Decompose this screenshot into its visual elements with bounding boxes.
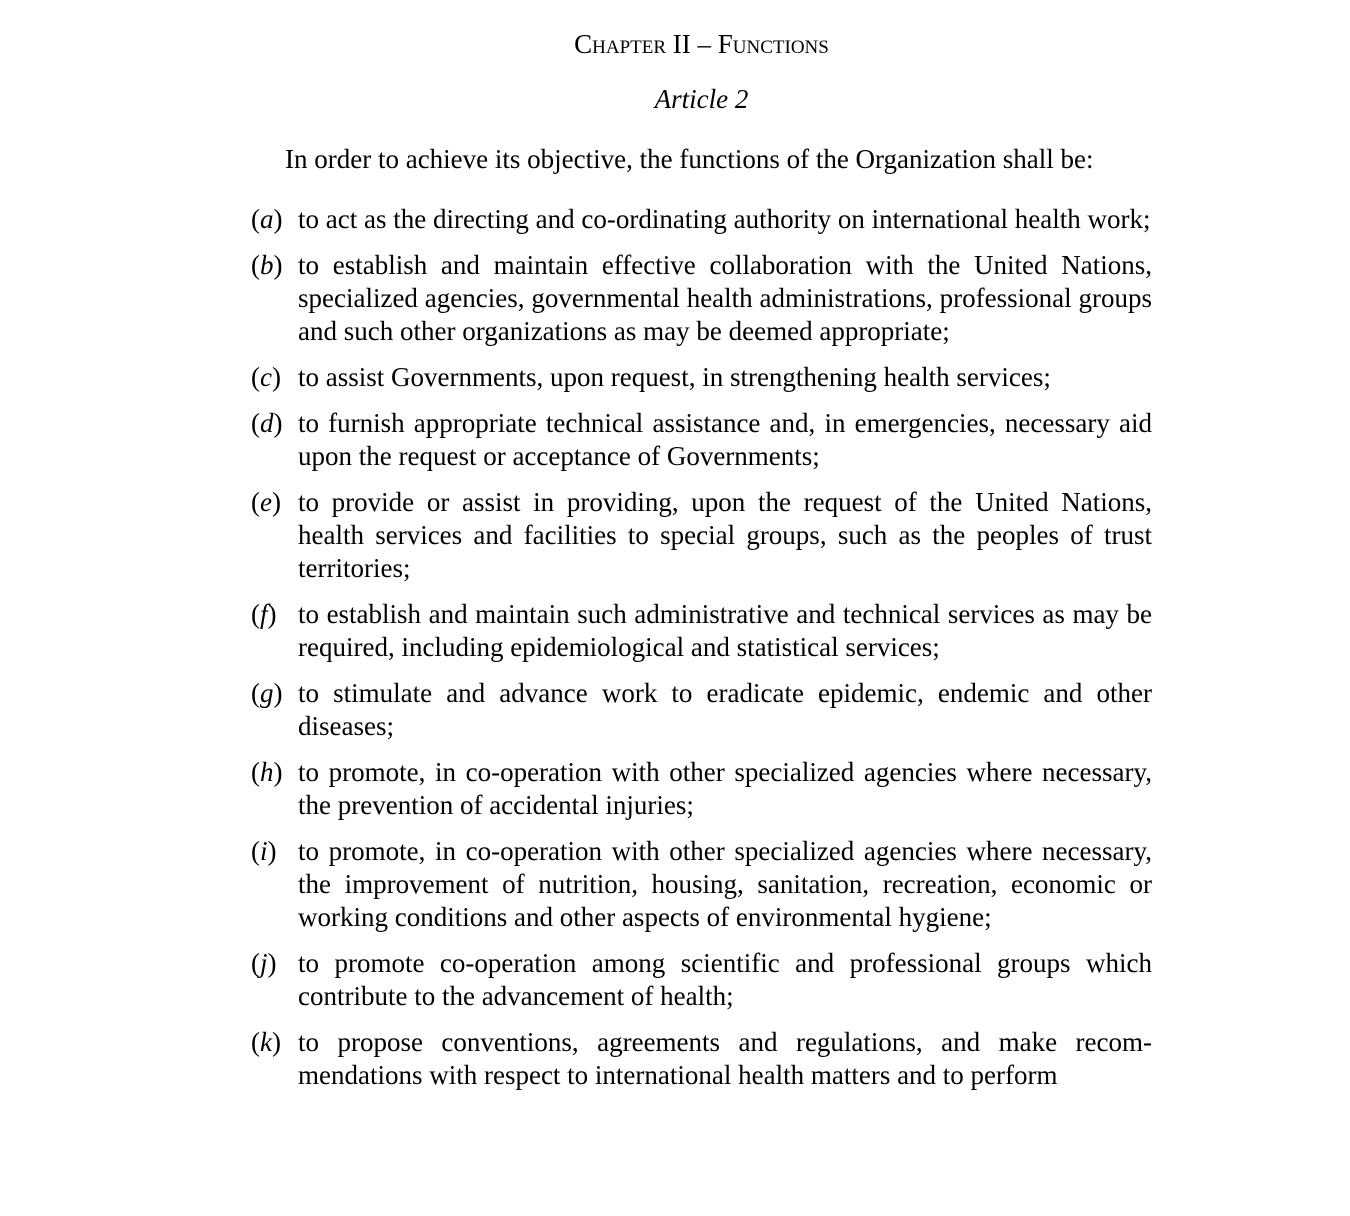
list-item [251, 407, 1152, 473]
list-item [251, 835, 1152, 934]
item-letter: d [260, 408, 274, 439]
list-item [251, 361, 1152, 394]
list-item [251, 756, 1152, 822]
item-letter: f [260, 599, 268, 630]
item-marker: (e) [251, 487, 281, 518]
item-text: to stimulate and advance work to eradicate epidemic, endemic and other diseases; [298, 678, 1152, 742]
item-text: to promote co-operation among scientific and professional groups which contribute to the advancement of health; [298, 948, 1152, 1012]
functions-list [251, 203, 1152, 1092]
item-marker: (d) [251, 408, 283, 439]
item-letter: b [260, 250, 274, 281]
list-item [251, 677, 1152, 743]
item-text: to assist Governments, upon request, in strengthening health services; [298, 362, 1051, 393]
item-marker: (j) [251, 948, 277, 979]
document-page [251, 0, 1152, 1105]
item-letter: h [260, 757, 274, 788]
item-letter: i [260, 836, 268, 867]
list-item [251, 947, 1152, 1013]
list-item [251, 598, 1152, 664]
item-text: to furnish appropriate technical assistance and, in emergencies, necessary aid upon the request or acceptance of Governments; [298, 408, 1152, 472]
list-item [251, 1026, 1152, 1092]
list-item [251, 486, 1152, 585]
item-marker: (h) [251, 757, 283, 788]
item-marker: (c) [251, 362, 281, 393]
item-marker: (b) [251, 250, 283, 281]
article-title: Article 2 [654, 84, 749, 115]
chapter-title: Chapter II – Functions [574, 29, 829, 59]
item-text: to propose conventions, agreements and regulations, and make recommendations with respect to international health matters and to perform [298, 1027, 1152, 1091]
item-text: to establish and maintain effective collaboration with the United Nations, specialized agencies, governmental health administrations, professional groups and such other organizations as may be deemed appropriate; [298, 250, 1152, 347]
item-text: to provide or assist in providing, upon the request of the United Nations, health services and facilities to special groups, such as the peoples of trust territories; [298, 487, 1152, 584]
item-letter: e [260, 487, 272, 518]
item-text: to act as the directing and co-ordinating authority on international health work; [298, 204, 1151, 235]
item-text: to promote, in co-operation with other specialized agencies where necessary, the prevention of accidental injuries; [298, 757, 1152, 821]
list-item [251, 249, 1152, 348]
item-letter: j [260, 948, 268, 979]
item-text: to promote, in co-operation with other specialized agencies where necessary, the improvement of nutrition, housing, sanitation, recreation, economic or working conditions and other aspects of environmental hygiene; [298, 836, 1152, 933]
item-letter: c [260, 362, 272, 393]
item-marker: (k) [251, 1027, 281, 1058]
item-marker: (i) [251, 836, 277, 867]
item-text: to establish and maintain such administrative and technical services as may be required, including epidemiological and statistical services; [298, 599, 1152, 663]
item-marker: (f) [251, 599, 277, 630]
item-marker: (a) [251, 204, 283, 235]
item-letter: k [260, 1027, 272, 1058]
item-letter: a [260, 204, 274, 235]
item-letter: g [260, 678, 274, 709]
list-item [251, 203, 1152, 236]
item-marker: (g) [251, 678, 283, 709]
intro-paragraph: In order to achieve its objective, the functions of the Organization shall be: [285, 144, 1094, 175]
